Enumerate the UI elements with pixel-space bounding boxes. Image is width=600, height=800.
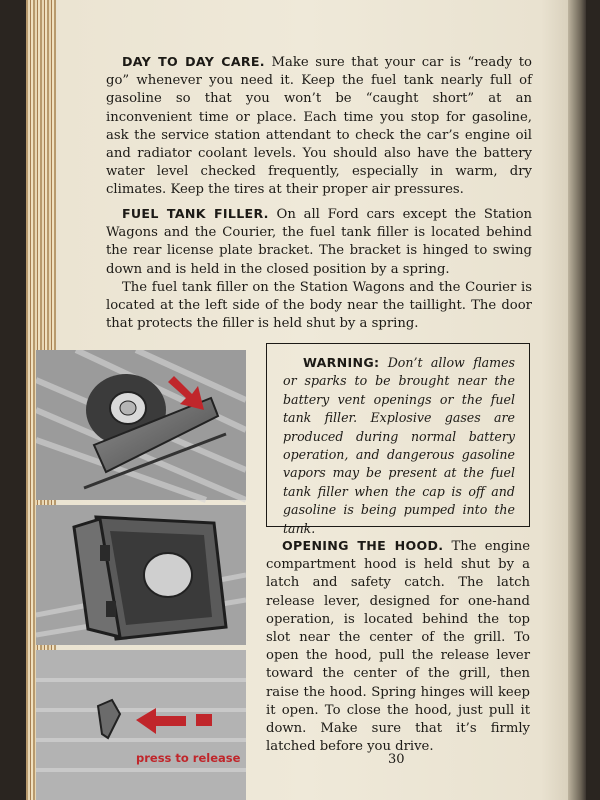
illustration-panel [36, 350, 246, 800]
license-plate-filler-illustration [36, 350, 246, 500]
warning-title: WARNING: [303, 355, 380, 370]
fuel-tank-body: On all Ford cars except the Station Wagons and the Courier, the fuel tank filler is located behind the rear license plate bracket. The bracket is hinged to swing down and is held in the closed position by a spring. [106, 207, 532, 277]
book-spine-shadow [568, 0, 586, 800]
illustration-caption: press to release [136, 751, 241, 765]
day-to-day-heading: DAY TO DAY CARE. [122, 54, 265, 69]
day-to-day-body: Make sure that your car is “ready to go” whenever you need it. Keep the fuel tank nearly full of gasoline so that you won’t be “caught short” at an inconvenient time or place. Each time you stop for gasoline, ask the service station attendant to check the car’s engine oil and radiator coolant levels. You should also have the battery water level checked frequently, especially in warm, dry climates. Keep the tires at their proper air pressures. [106, 55, 532, 198]
page-number: 30 [388, 752, 405, 767]
fuel-tank-section [106, 205, 532, 333]
hood-release-illustration [36, 650, 246, 800]
hood-body: The engine compartment hood is held shut by a latch and safety catch. The latch release lever, designed for one-hand operation, is located behind the top slot near the center of the grill. To open the hood, pull the release lever toward the center of the grill, then raise the hood. Spring hinges will keep it open. To close the hood, just pull it down. Make sure that it’s firmly latched before you drive. [266, 539, 530, 755]
station-wagon-filler-illustration [36, 505, 246, 645]
fuel-tank-body-2: The fuel tank filler on the Station Wagons and the Courier is located at the left side of the body near the taillight. The door that protects the filler is held shut by a spring. [106, 279, 532, 332]
day-to-day-section [106, 53, 532, 200]
warning-box [266, 343, 530, 536]
hood-heading: OPENING THE HOOD. [282, 538, 444, 553]
fuel-tank-heading: FUEL TANK FILLER. [122, 206, 269, 221]
warning-body: Don’t allow flames or sparks to be brought near the battery vent openings or the fuel tank filler. Explosive gases are produced during normal battery operation, and dangerous gasoline vapors may be present at the fuel tank filler when the cap is off and gasoline is being pumped into the tank. [283, 355, 515, 536]
hood-section [266, 537, 530, 756]
